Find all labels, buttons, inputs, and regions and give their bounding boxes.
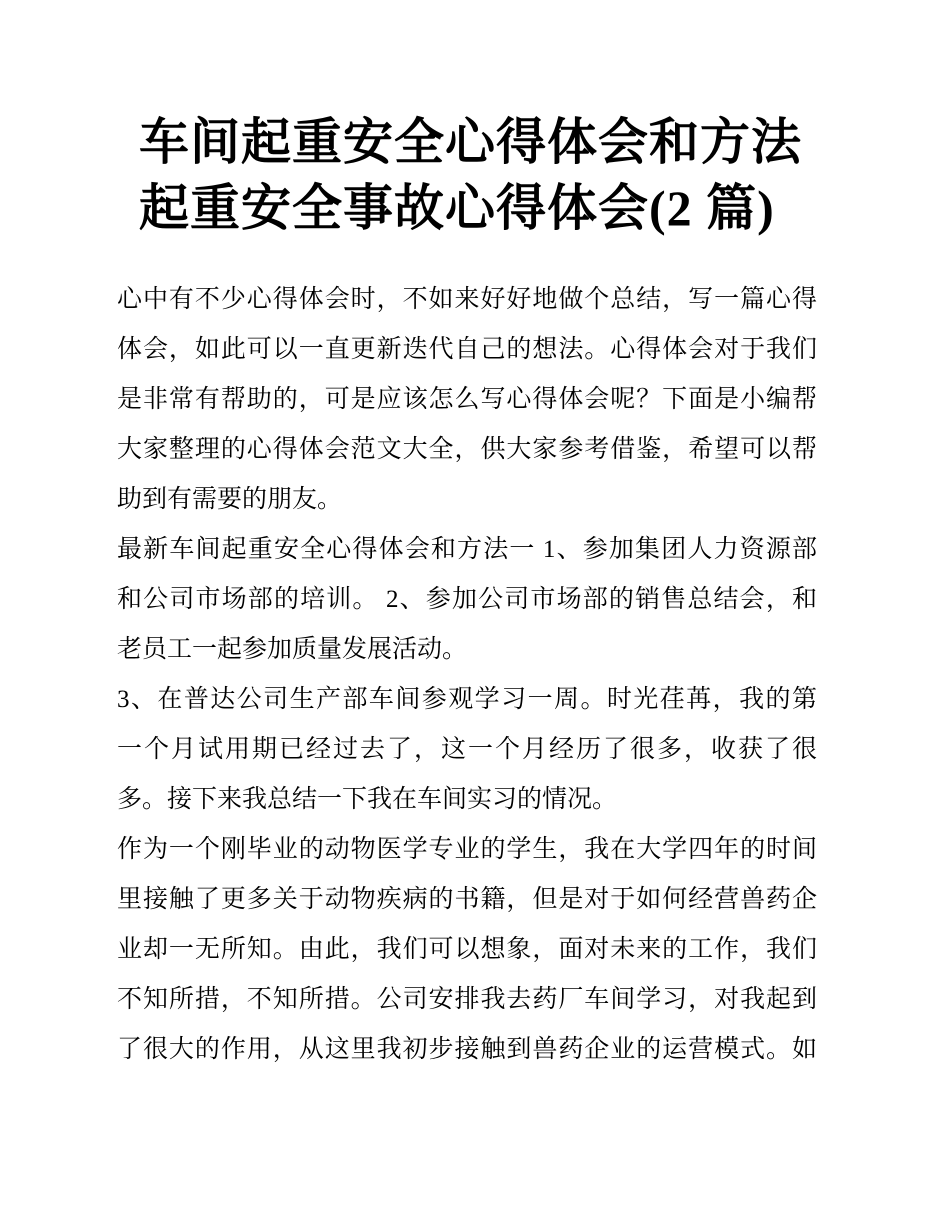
text-line: 多。接下来我总结一下我在车间实习的情况。 (117, 786, 618, 813)
document-content (117, 0, 817, 1075)
paragraph (117, 825, 817, 1075)
text-line: 业却一无所知。由此，我们可以想象，面对未来的工作，我们 (117, 936, 817, 963)
text-line: 一个月试用期已经过去了，这一个月经历了很多，收获了很 (117, 736, 817, 763)
paragraph (117, 275, 817, 525)
text-line: 作为一个刚毕业的动物医学专业的学生，我在大学四年的时间 (117, 836, 817, 863)
text-line: 3、在普达公司生产部车间参观学习一周。时光荏苒，我的第 (117, 686, 817, 713)
text-line: 助到有需要的朋友。 (117, 486, 343, 513)
text-line: 体会，如此可以一直更新迭代自己的想法。心得体会对于我们 (117, 336, 817, 363)
text-line: 大家整理的心得体会范文大全，供大家参考借鉴，希望可以帮 (117, 436, 817, 463)
text-line: 心中有不少心得体会时，不如来好好地做个总结，写一篇心得 (117, 286, 817, 313)
text-line: 里接触了更多关于动物疾病的书籍，但是对于如何经营兽药企 (117, 886, 817, 913)
text-line: 最新车间起重安全心得体会和方法一 1、参加集团人力资源部 (117, 536, 817, 563)
text-line: 是非常有帮助的，可是应该怎么写心得体会呢？下面是小编帮 (117, 386, 817, 413)
text-line: 和公司市场部的培训。 2、参加公司市场部的销售总结会，和 (117, 586, 817, 613)
paragraph (117, 675, 817, 825)
document-title-line-2: 起重安全事故心得体会(2 篇) (139, 180, 775, 236)
document-body (117, 275, 817, 1075)
text-line: 了很大的作用，从这里我初步接触到兽药企业的运营模式。如 (117, 1036, 817, 1063)
document-title-line-1: 车间起重安全心得体会和方法 (139, 114, 802, 170)
document-title (117, 109, 817, 241)
paragraph (117, 525, 817, 675)
text-line: 老员工一起参加质量发展活动。 (117, 636, 468, 663)
text-line: 不知所措，不知所措。公司安排我去药厂车间学习，对我起到 (117, 986, 817, 1013)
